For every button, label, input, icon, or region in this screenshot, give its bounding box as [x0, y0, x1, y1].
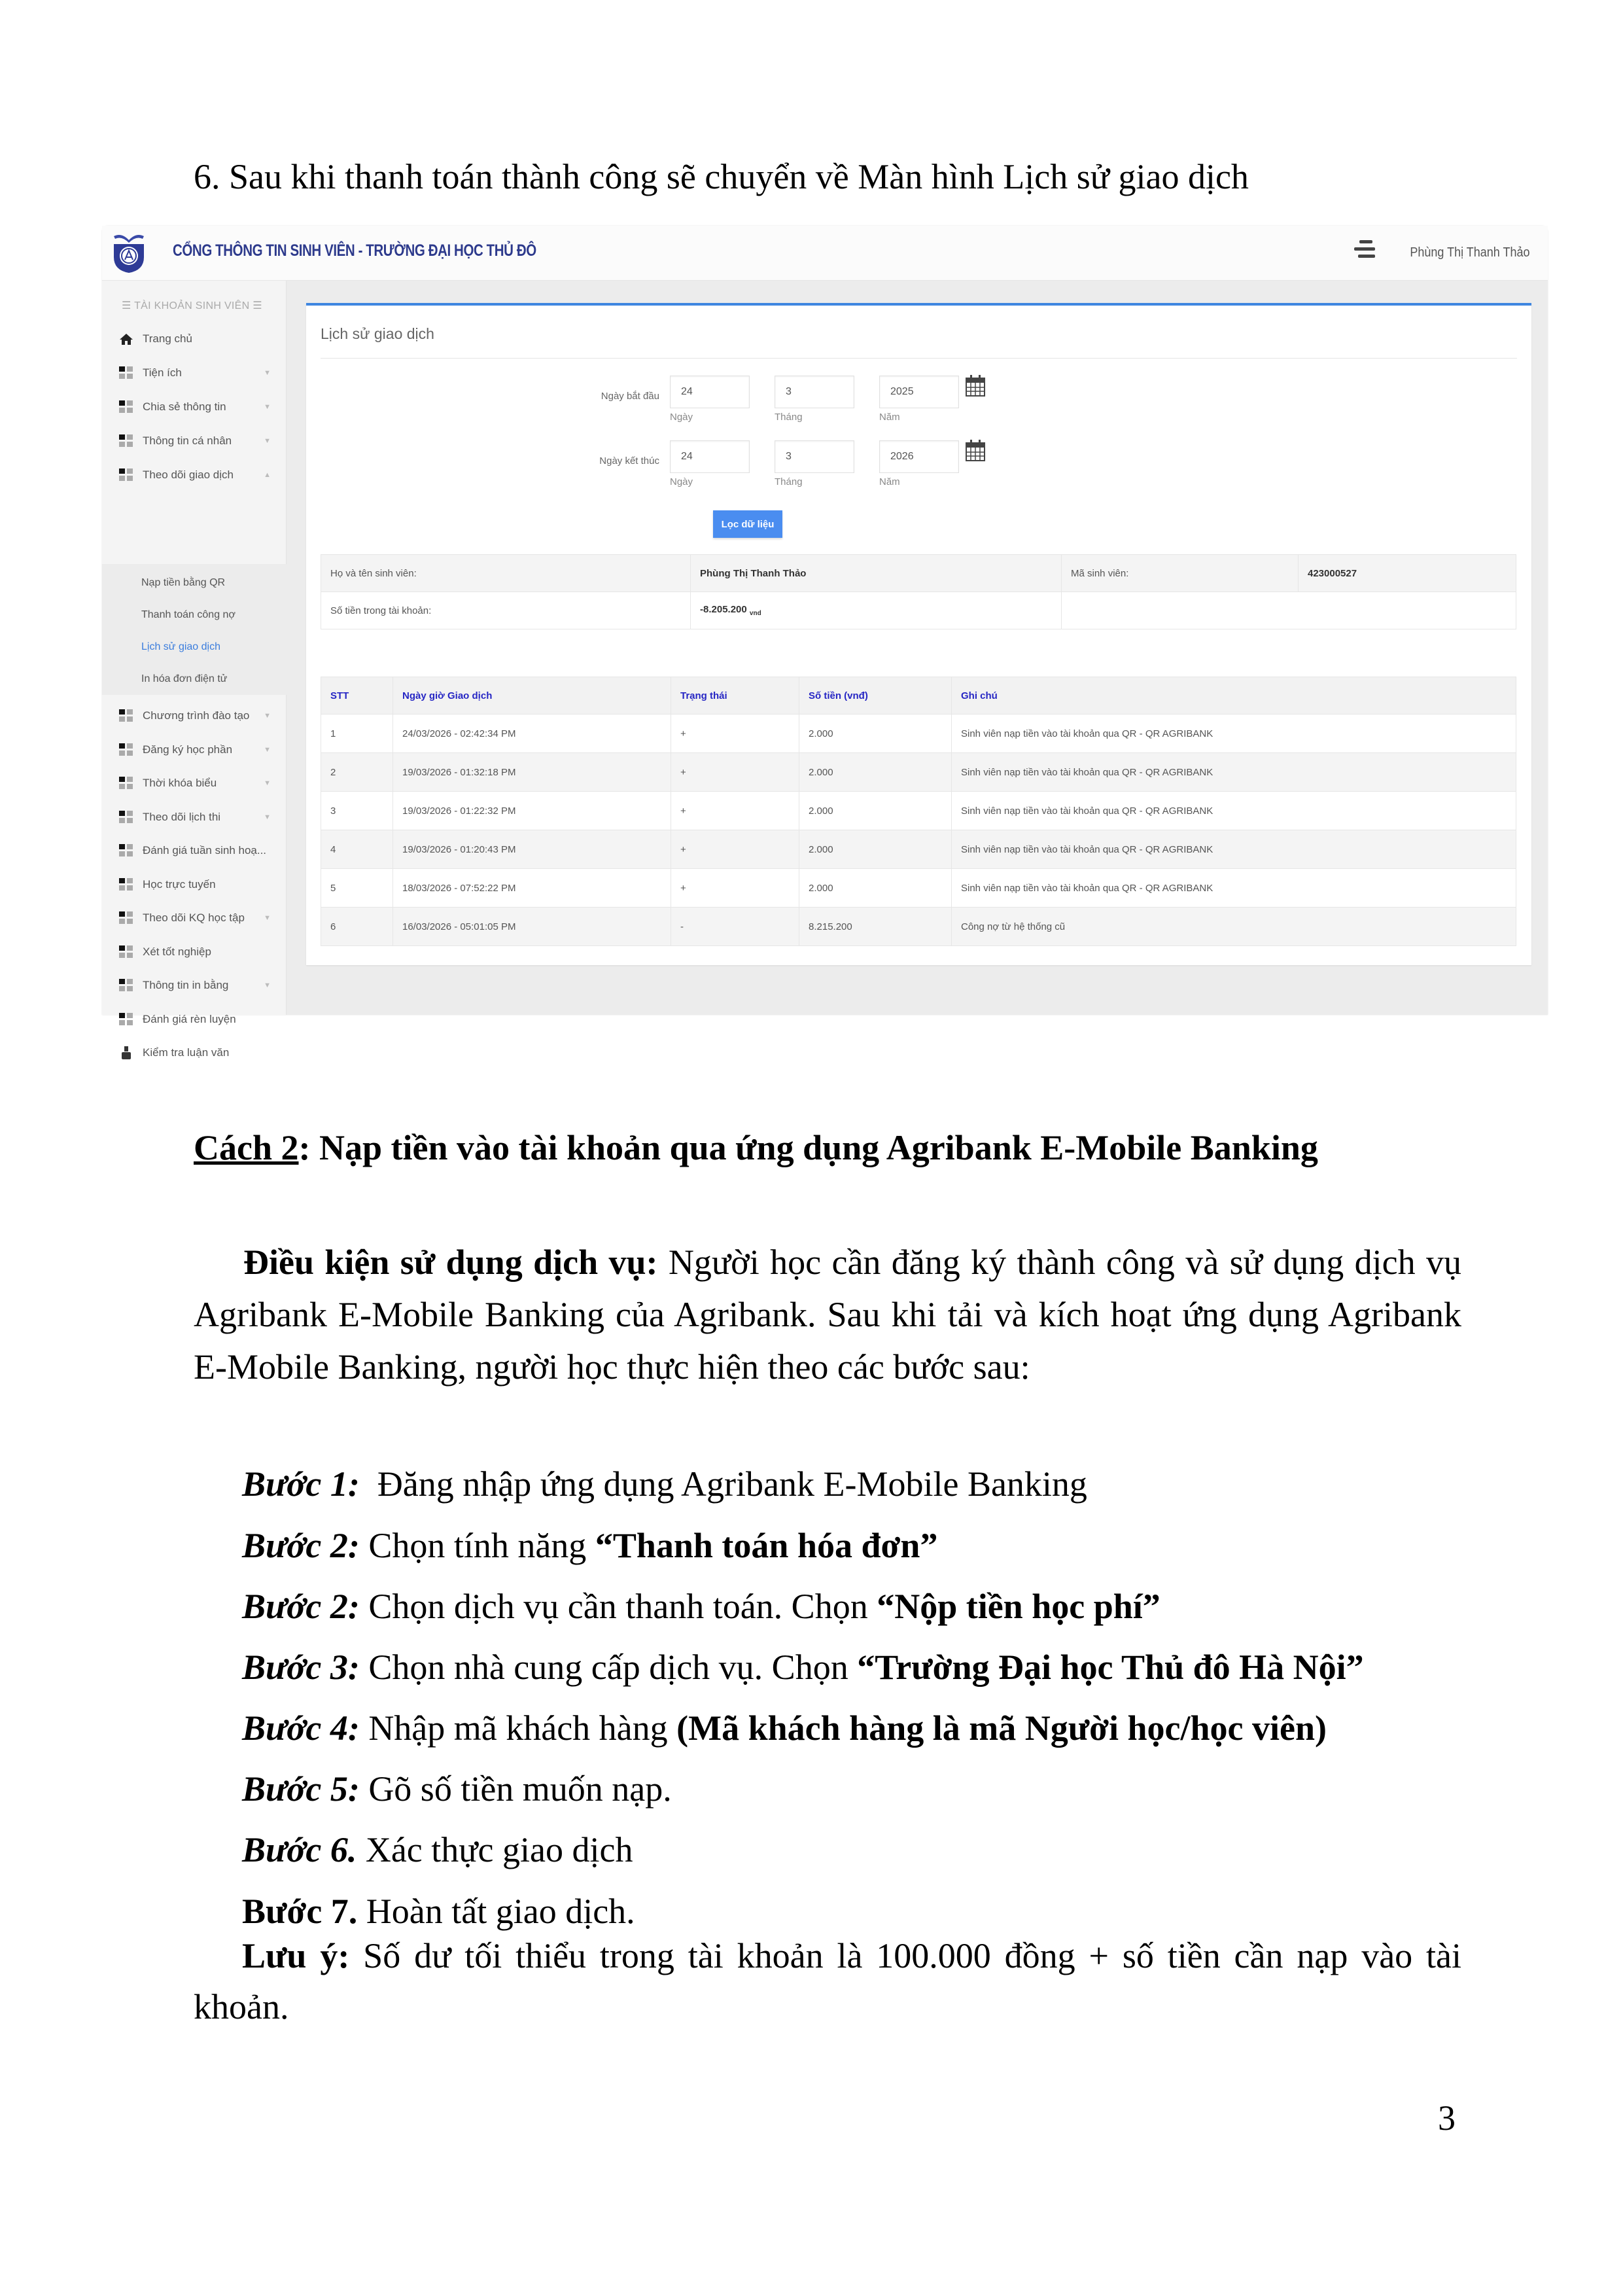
sidebar-item[interactable]	[102, 936, 287, 968]
student-id-label: Mã sinh viên:	[1062, 555, 1299, 592]
calendar-icon[interactable]	[966, 374, 985, 397]
section-heading-label: Cách 2	[194, 1128, 299, 1167]
sidebar-subitem-qr-topup[interactable]: Nạp tiền bằng QR	[141, 577, 226, 588]
sidebar-subitem-e-invoice[interactable]: In hóa đơn điện tử	[141, 673, 228, 684]
chevron-up-icon: ▲	[264, 471, 271, 479]
cell-amount: 2.000	[799, 792, 952, 830]
sidebar-item-label: Theo dõi KQ học tập	[143, 911, 245, 924]
cell-stt: 2	[321, 753, 393, 792]
section-heading-title: : Nạp tiền vào tài khoản qua ứng dụng Agribank E-Mobile Banking	[298, 1128, 1318, 1167]
step-item	[242, 1463, 1087, 1506]
sidebar	[102, 281, 287, 1059]
balance-value: -8.205.200	[700, 604, 747, 615]
conditions-text: Người học cần đăng ký thành công và sử dụng dịch vụ Agribank E-Mobile Banking của Agribank. Sau khi tải và kích hoạt ứng dụng Agribank E-Mobile Banking, người học thực hiện theo các bước sau:	[194, 1243, 1461, 1386]
conditions-paragraph	[194, 1236, 1461, 1393]
step-item	[242, 1768, 672, 1810]
note-label: Lưu ý:	[242, 1936, 350, 1975]
chevron-down-icon: ▼	[264, 779, 271, 787]
cell-note: Sinh viên nạp tiền vào tài khoản qua QR - QR AGRIBANK	[952, 869, 1516, 908]
cell-datetime: 18/03/2026 - 07:52:22 PM	[393, 869, 671, 908]
filter-data-button[interactable]: Lọc dữ liệu	[713, 510, 782, 538]
cell-amount: 2.000	[799, 830, 952, 869]
step-text: Chọn nhà cung cấp dịch vụ. Chọn	[359, 1648, 858, 1687]
cell-status: +	[671, 830, 799, 869]
balance-unit: vnd	[749, 610, 761, 617]
sidebar-item-utilities[interactable]	[102, 357, 287, 389]
sidebar-item[interactable]	[102, 868, 287, 901]
sidebar-item-label: Xét tốt nghiệp	[143, 945, 211, 958]
grid-icon	[119, 743, 133, 756]
cell-datetime: 19/03/2026 - 01:32:18 PM	[393, 753, 671, 792]
step-item	[242, 1890, 635, 1933]
sidebar-item[interactable]	[102, 1036, 287, 1069]
day-caption: Ngày	[670, 476, 693, 487]
step-emphasis: “Thanh toán hóa đơn”	[595, 1526, 938, 1565]
grid-icon	[119, 844, 133, 857]
sidebar-item[interactable]	[102, 699, 287, 732]
user-icon	[119, 1046, 133, 1059]
col-header-note[interactable]: Ghi chú	[952, 677, 1516, 715]
balance-label: Số tiền trong tài khoản:	[321, 592, 691, 629]
student-name-label: Họ và tên sinh viên:	[321, 555, 691, 592]
list-icon: ☰	[249, 300, 262, 311]
cell-stt: 3	[321, 792, 393, 830]
start-month-input[interactable]: 3	[775, 376, 854, 408]
sidebar-subitem-debt-payment[interactable]: Thanh toán công nợ	[141, 609, 236, 620]
cell-note: Sinh viên nạp tiền vào tài khoản qua QR - QR AGRIBANK	[952, 715, 1516, 753]
year-caption: Năm	[879, 412, 900, 423]
sidebar-item[interactable]	[102, 1003, 287, 1036]
step-item	[242, 1829, 633, 1871]
grid-icon	[119, 1013, 133, 1026]
sidebar-item-label: Chương trình đào tạo	[143, 709, 250, 722]
cell-note: Sinh viên nạp tiền vào tài khoản qua QR - QR AGRIBANK	[952, 753, 1516, 792]
cell-amount: 2.000	[799, 753, 952, 792]
divider	[321, 358, 1517, 359]
cell-status: +	[671, 869, 799, 908]
step-item	[242, 1707, 1327, 1750]
month-caption: Tháng	[775, 476, 803, 487]
grid-icon	[119, 979, 133, 992]
sidebar-item[interactable]	[102, 733, 287, 766]
calendar-icon[interactable]	[966, 439, 985, 461]
table-row	[321, 792, 1516, 830]
end-year-input[interactable]: 2026	[879, 440, 959, 473]
step-label: Bước 4:	[242, 1708, 360, 1748]
start-day-input[interactable]: 24	[670, 376, 750, 408]
student-info-table	[321, 554, 1516, 629]
end-month-input[interactable]: 3	[775, 440, 854, 473]
sidebar-submenu	[102, 564, 287, 695]
cell-status: +	[671, 753, 799, 792]
grid-icon	[119, 709, 133, 722]
start-year-input[interactable]: 2025	[879, 376, 959, 408]
empty-cell	[1062, 592, 1516, 629]
sidebar-item-label: Đăng ký học phần	[143, 743, 233, 756]
sidebar-item-home[interactable]	[102, 323, 287, 355]
cell-amount: 8.215.200	[799, 908, 952, 946]
cell-note: Sinh viên nạp tiền vào tài khoản qua QR - QR AGRIBANK	[952, 830, 1516, 869]
sidebar-item-label: Học trực tuyến	[143, 877, 216, 891]
sidebar-subitem-transaction-history[interactable]: Lịch sử giao dịch	[141, 641, 220, 652]
sidebar-item[interactable]	[102, 767, 287, 800]
step-label: Bước 6.	[242, 1830, 357, 1869]
transaction-table	[321, 677, 1516, 946]
home-icon	[119, 332, 133, 345]
sidebar-item-label: Chia sẻ thông tin	[143, 400, 226, 413]
table-row	[321, 830, 1516, 869]
sidebar-item-personal-info[interactable]	[102, 425, 287, 457]
note-text: Số dư tối thiểu trong tài khoản là 100.000 đồng + số tiền cần nạp vào tài khoản.	[194, 1936, 1462, 2026]
step-emphasis: (Mã khách hàng là mã Người học/học viên)	[676, 1708, 1327, 1748]
chevron-down-icon: ▼	[264, 437, 271, 445]
step-text: Xác thực giao dịch	[357, 1830, 633, 1869]
transaction-rows	[321, 715, 1516, 946]
start-date-label: Ngày bắt đầu	[601, 391, 659, 402]
page-number: 3	[1438, 2098, 1456, 2138]
sidebar-item-label: Kiểm tra luận văn	[143, 1046, 230, 1059]
day-caption: Ngày	[670, 412, 693, 423]
table-row	[321, 753, 1516, 792]
sidebar-item[interactable]	[102, 801, 287, 834]
sidebar-header: ☰ TÀI KHOẢN SINH VIÊN ☰	[122, 300, 262, 311]
end-day-input[interactable]: 24	[670, 440, 750, 473]
step-label: Bước 1:	[242, 1464, 360, 1504]
cell-datetime: 24/03/2026 - 02:42:34 PM	[393, 715, 671, 753]
table-row	[321, 715, 1516, 753]
step-label: Bước 5:	[242, 1769, 360, 1809]
menu-toggle-icon[interactable]	[1354, 238, 1376, 261]
student-id-value: 423000527	[1299, 555, 1516, 592]
page-title: Lịch sử giao dịch	[321, 325, 434, 342]
cell-stt: 5	[321, 869, 393, 908]
step6-caption: 6. Sau khi thanh toán thành công sẽ chuyển về Màn hình Lịch sử giao dịch	[194, 157, 1249, 196]
col-header-stt[interactable]: STT	[321, 677, 393, 715]
sidebar-item-share-info[interactable]	[102, 391, 287, 423]
cell-status: +	[671, 792, 799, 830]
sidebar-item-label: Thời khóa biểu	[143, 777, 217, 789]
grid-icon	[119, 434, 133, 448]
grid-icon	[119, 366, 133, 380]
list-icon: ☰	[122, 300, 135, 311]
sidebar-item[interactable]	[102, 834, 287, 867]
cell-status: +	[671, 715, 799, 753]
grid-icon	[119, 777, 133, 790]
chevron-down-icon: ▼	[264, 813, 271, 821]
step-label: Bước 3:	[242, 1648, 360, 1687]
sidebar-item-transactions[interactable]	[102, 459, 287, 491]
step-text: Chọn dịch vụ cần thanh toán. Chọn	[359, 1587, 877, 1626]
table-header-row	[321, 677, 1516, 715]
cell-note: Sinh viên nạp tiền vào tài khoản qua QR - QR AGRIBANK	[952, 792, 1516, 830]
step-label: Bước 7.	[242, 1892, 358, 1931]
grid-icon	[119, 400, 133, 414]
col-header-datetime[interactable]: Ngày giờ Giao dịch	[393, 677, 671, 715]
step-text: Đăng nhập ứng dụng Agribank E-Mobile Banking	[359, 1464, 1087, 1504]
cell-datetime: 19/03/2026 - 01:20:43 PM	[393, 830, 671, 869]
step-item	[242, 1646, 1364, 1689]
sidebar-item-label: Thông tin cá nhân	[143, 434, 232, 447]
sidebar-item[interactable]	[102, 969, 287, 1002]
chevron-down-icon: ▼	[264, 745, 271, 754]
sidebar-item-label: Trang chủ	[143, 332, 192, 345]
table-row	[321, 908, 1516, 946]
sidebar-item-label: Tiện ích	[143, 366, 182, 379]
chevron-down-icon: ▼	[264, 712, 271, 720]
col-header-status[interactable]: Trạng thái	[671, 677, 799, 715]
university-logo-icon	[110, 232, 148, 274]
grid-icon	[119, 911, 133, 925]
cell-amount: 2.000	[799, 869, 952, 908]
sidebar-item-label: Thông tin in bằng	[143, 979, 229, 991]
chevron-down-icon: ▼	[264, 914, 271, 922]
conditions-label: Điều kiện sử dụng dịch vụ:	[243, 1243, 658, 1282]
year-caption: Năm	[879, 476, 900, 487]
grid-icon	[119, 811, 133, 824]
cell-amount: 2.000	[799, 715, 952, 753]
step-text: Gõ số tiền muốn nạp.	[359, 1769, 672, 1809]
portal-title: CỔNG THÔNG TIN SINH VIÊN - TRƯỜNG ĐẠI HỌC THỦ ĐÔ	[173, 241, 536, 260]
user-name[interactable]: Phùng Thị Thanh Thảo	[1409, 245, 1529, 260]
cell-stt: 1	[321, 715, 393, 753]
grid-icon	[119, 468, 133, 482]
step-emphasis: “Trường Đại học Thủ đô Hà Nội”	[857, 1648, 1364, 1687]
balance-cell	[691, 592, 1062, 629]
step-text: Chọn tính năng	[359, 1526, 595, 1565]
cell-stt: 4	[321, 830, 393, 869]
step-text: Nhập mã khách hàng	[359, 1708, 677, 1748]
transaction-history-panel	[306, 303, 1531, 965]
grid-icon	[119, 878, 133, 891]
chevron-down-icon: ▼	[264, 981, 271, 989]
end-date-label: Ngày kết thúc	[599, 455, 659, 467]
cell-note: Công nợ từ hệ thống cũ	[952, 908, 1516, 946]
sidebar-item-label: Theo dõi giao dịch	[143, 468, 234, 481]
col-header-amount[interactable]: Số tiền (vnđ)	[799, 677, 952, 715]
student-name-value: Phùng Thị Thanh Thảo	[691, 555, 1062, 592]
month-caption: Tháng	[775, 412, 803, 423]
sidebar-item-label: Theo dõi lịch thi	[143, 810, 221, 823]
sidebar-item[interactable]	[102, 902, 287, 934]
step-text: Hoàn tất giao dịch.	[357, 1892, 635, 1931]
step-emphasis: “Nộp tiền học phí”	[877, 1587, 1161, 1626]
cell-datetime: 19/03/2026 - 01:22:32 PM	[393, 792, 671, 830]
step-item	[242, 1585, 1161, 1628]
chevron-down-icon: ▼	[264, 403, 271, 411]
step-item	[242, 1525, 937, 1567]
note-paragraph	[194, 1930, 1461, 2032]
step-label: Bước 2:	[242, 1587, 360, 1626]
cell-datetime: 16/03/2026 - 05:01:05 PM	[393, 908, 671, 946]
table-row	[321, 869, 1516, 908]
section-heading	[194, 1127, 1318, 1169]
cell-status: -	[671, 908, 799, 946]
portal-header	[102, 226, 1548, 281]
sidebar-item-label: Đánh giá tuần sinh hoạ...	[143, 844, 267, 857]
chevron-down-icon: ▼	[264, 369, 271, 377]
step-label: Bước 2:	[242, 1526, 360, 1565]
cell-stt: 6	[321, 908, 393, 946]
portal-screenshot	[102, 226, 1548, 1059]
sidebar-item-label: Đánh giá rèn luyện	[143, 1012, 236, 1025]
grid-icon	[119, 945, 133, 959]
